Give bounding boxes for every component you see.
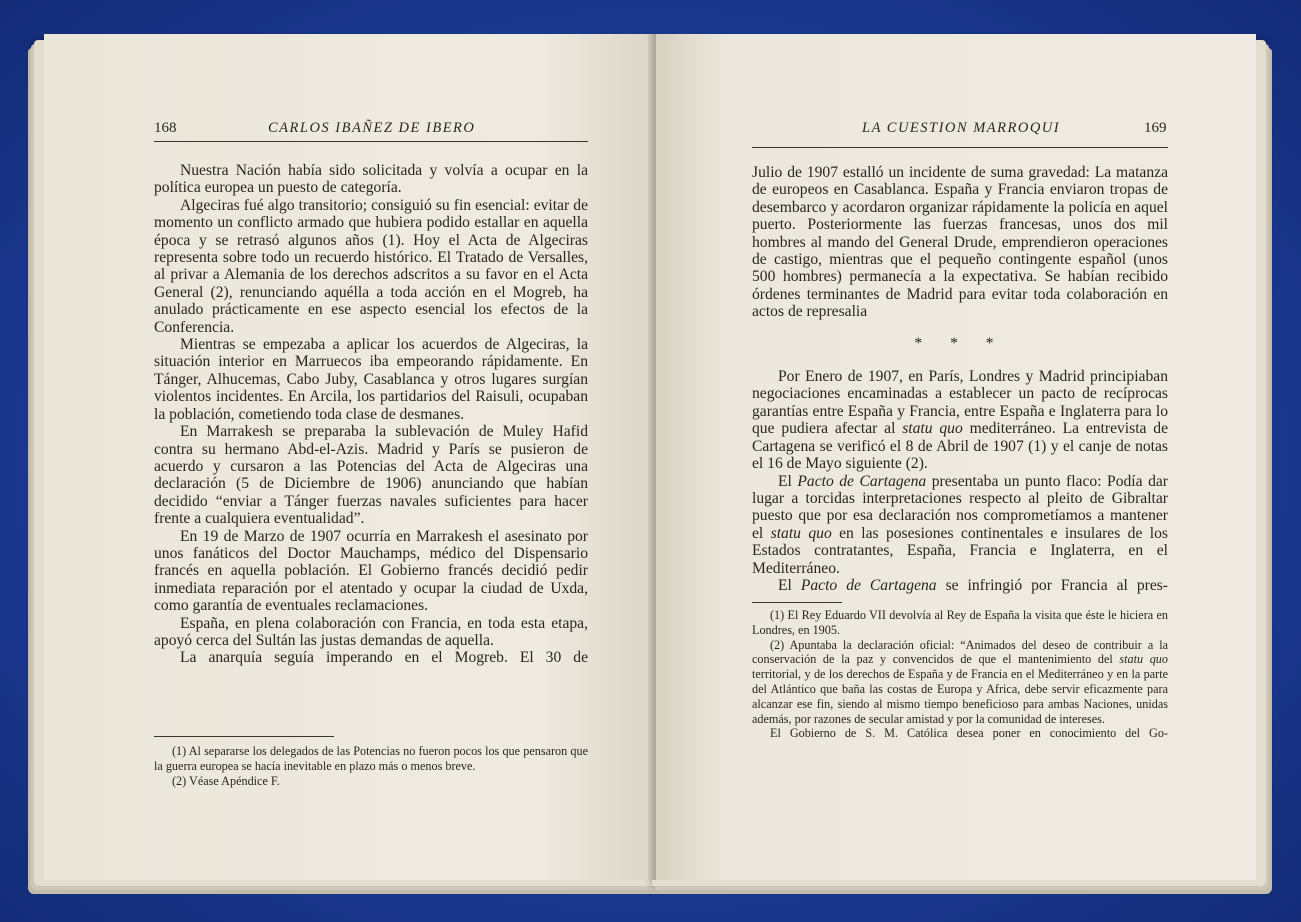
section-separator: * * * xyxy=(914,334,1006,352)
page-number: 169 xyxy=(1144,120,1167,136)
paragraph: Nuestra Nación había sido solicitada y volvía a ocupar en la política europea un puesto de categoría. xyxy=(154,162,588,197)
header-rule xyxy=(752,147,1168,148)
left-page xyxy=(44,34,656,880)
text-run: El xyxy=(778,472,798,490)
italic-run: Pacto de Cartagena xyxy=(797,472,927,490)
italic-run: Pacto de Cartagena xyxy=(800,576,937,594)
paragraph: Mientras se empezaba a aplicar los acuerdos de Algeciras, la situación interior en Marruecos iba empeorando rápidamente. En Tánger, Alhucemas, Cabo Juby, Casablanca y otros lugares surgían violentos incidentes. En Arcila, los partidarios del Raisuli, ocupaban la población, cometiendo toda clase de desmanes. xyxy=(154,336,588,423)
text-run: El xyxy=(778,576,801,594)
right-footnotes xyxy=(752,608,1168,741)
italic-run: statu quo xyxy=(902,420,963,438)
text-run: territorial, y de los derechos de España y de Francia en el Mediterráneo y en la parte del Atlántico que baña las costas de Europa y Africa, debe servir eficazmente para alcanzar ese fin, siendo al mismo tiempo beneficioso para ambas Naciones, unidas además, por razones de secular amistad y por la comunidad de intereses. xyxy=(752,667,1168,726)
text-run: (2) Apuntaba la declaración oficial: “Animados del deseo de contribuir a la conservación de la paz y convencidos de que el mantenimiento del xyxy=(752,637,1168,667)
footnote xyxy=(752,638,1168,727)
paragraph: España, en plena colaboración con Francia, en toda esta etapa, apoyó cerca del Sultán las justas demandas de aquella. xyxy=(154,614,588,649)
text-run: mediterráneo. La entrevista de Cartagena se verificó el 8 de Abril de 1907 (1) y el canje de notas el 16 de Mayo siguiente (2). xyxy=(752,420,1168,473)
page-number: 168 xyxy=(154,120,177,136)
paragraph xyxy=(752,577,1168,594)
paragraph xyxy=(752,473,1168,577)
footnote-rule xyxy=(752,602,842,603)
italic-run: statu quo xyxy=(770,524,832,542)
italic-run: statu quo xyxy=(1119,652,1168,667)
text-run: Por Enero de 1907, en París, Londres y Madrid principiaban negociaciones encaminadas a establecer un pacto de recíprocas garantías entre España y Francia, entre España e Inglaterra para lo que pudiera afectar al xyxy=(752,368,1168,438)
text-run: presentaba un punto flaco: Podía dar lugar a torcidas interpretaciones respecto al pleito de Gibraltar puesto que por esa declaración nos comprometíamos a mantener el xyxy=(752,472,1168,542)
footnote: El Gobierno de S. M. Católica desea poner en conocimiento del Go- xyxy=(770,726,1168,741)
open-book xyxy=(30,30,1270,892)
paragraph xyxy=(752,368,1168,472)
paragraph: Algeciras fué algo transitorio; consiguió su fin esencial: evitar de momento un conflicto armado que hubiera podido estallar en aquella época y se retrasó algunos años (1). Hoy el Acta de Algeciras representa sobre todo un recuerdo histórico. El Tratado de Versalles, al privar a Alemania de los derechos adscritos a su favor en el Acta General (2), renunciando aquélla a toda acción en el Mogreb, ha anulado prácticamente en ese aspecto esencial los efectos de la Conferencia. xyxy=(154,196,588,336)
left-body-text xyxy=(154,162,588,667)
right-page-header xyxy=(752,120,1172,142)
running-head: LA CUESTION MARROQUI xyxy=(862,120,1061,136)
paragraph: En Marrakesh se preparaba la sublevación de Muley Hafid contra su hermano Abd-el-Azis. Madrid y París se pusieron de acuerdo y cursaron a las Potencias del Acta de Algeciras una declaración (5 de Diciembre de 1906) anunciando que habían decidido “enviar a Tánger fuerzas navales suficientes para hacer frente a cualquiera eventualidad”. xyxy=(154,423,588,528)
footnote-rule xyxy=(154,736,334,737)
paragraph: Julio de 1907 estalló un incidente de suma gravedad: La matanza de europeos en Casablanca. España y Francia enviaron tropas de desembarco y acordaron organizar rápidamente la policía en aquel puerto. Posteriormente las fuerzas francesas, unos dos mil hombres al mando del General Drude, emprendieron operaciones de castigo, mientras que el pequeño contingente español (unos 500 hombres) permanecía a la expectativa. Se habían recibido órdenes terminantes de Madrid para evitar toda colaboración en actos de represalia xyxy=(752,164,1168,321)
footnote: (1) El Rey Eduardo VII devolvía al Rey de España la visita que éste le hiciera en Londres, en 1905. xyxy=(752,608,1168,637)
right-page xyxy=(656,34,1256,880)
footnote: (1) Al separarse los delegados de las Potencias no fueron pocos los que pensaron que la guerra europea se hacía inevitable en plazo más o menos breve. xyxy=(154,744,588,773)
running-head: CARLOS IBAÑEZ DE IBERO xyxy=(268,120,476,136)
paragraph: La anarquía seguía imperando en el Mogreb. El 30 de xyxy=(180,649,588,667)
text-run: en las posesiones continentales e insulares de los Estados contratantes, España, Francia e Inglaterra, en el Mediterráneo. xyxy=(752,524,1168,577)
left-page-header xyxy=(154,120,614,142)
text-run: se infringió por Francia al pres- xyxy=(936,576,1168,594)
paragraph: En 19 de Marzo de 1907 ocurría en Marrakesh el asesinato por unos fanáticos del Doctor Mauchamps, médico del Dispensario francés en aquella población. El Gobierno francés decidió pedir inmediata reparación por el atentado y ocupar la ciudad de Uxda, como garantía de eventuales reclamaciones. xyxy=(154,527,588,615)
right-body-text xyxy=(752,164,1168,594)
footnote: (2) Véase Apéndice F. xyxy=(172,773,280,788)
header-rule xyxy=(154,141,588,142)
left-footnotes xyxy=(154,744,588,788)
